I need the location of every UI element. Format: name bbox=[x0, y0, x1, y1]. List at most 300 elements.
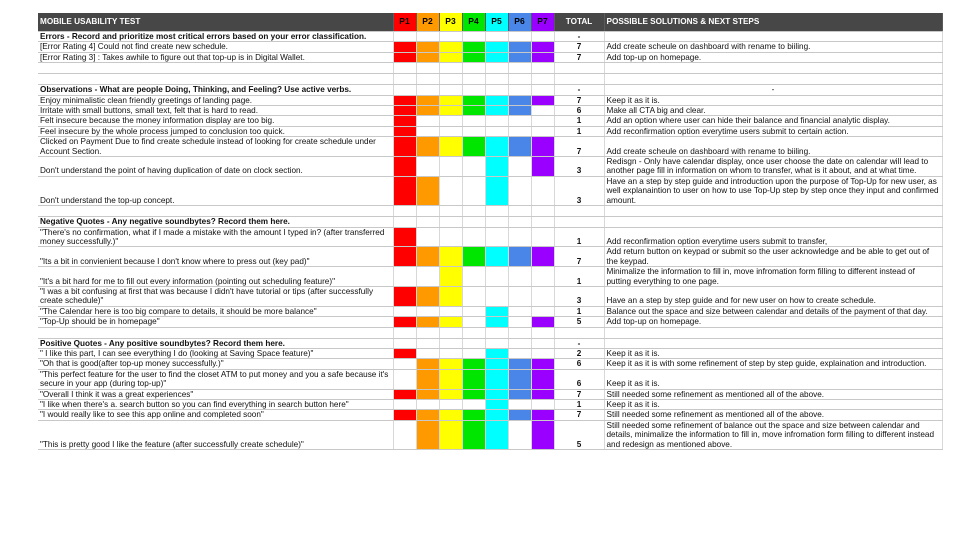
observation-cell: "Oh that is good(after top-up money successfully.)" bbox=[38, 359, 393, 369]
participant-mark-p4 bbox=[462, 157, 485, 177]
participant-mark-p1 bbox=[393, 286, 416, 306]
empty-cell bbox=[531, 327, 554, 338]
participant-mark-p3 bbox=[439, 32, 462, 42]
observation-cell: Felt insecure because the money information display are too big. bbox=[38, 116, 393, 126]
participant-mark-p5 bbox=[485, 217, 508, 227]
participant-mark-p5 bbox=[485, 410, 508, 420]
section-row bbox=[38, 85, 942, 95]
table-row bbox=[38, 420, 942, 449]
solution-cell: Add create scheule on dashboard with rename to biiling. bbox=[604, 137, 942, 157]
participant-mark-p2 bbox=[416, 52, 439, 62]
empty-cell bbox=[462, 327, 485, 338]
participant-mark-p2 bbox=[416, 400, 439, 410]
participant-mark-p7 bbox=[531, 369, 554, 389]
participant-mark-p1 bbox=[393, 410, 416, 420]
participant-mark-p5 bbox=[485, 359, 508, 369]
participant-mark-p3 bbox=[439, 359, 462, 369]
participant-mark-p3 bbox=[439, 247, 462, 267]
participant-mark-p4 bbox=[462, 420, 485, 449]
participant-mark-p5 bbox=[485, 389, 508, 399]
total-cell: 2 bbox=[554, 348, 604, 358]
empty-cell bbox=[554, 327, 604, 338]
participant-mark-p1 bbox=[393, 32, 416, 42]
table-row bbox=[38, 42, 942, 52]
participant-mark-p1 bbox=[393, 137, 416, 157]
empty-cell bbox=[604, 327, 942, 338]
participant-mark-p7 bbox=[531, 227, 554, 247]
participant-mark-p3 bbox=[439, 85, 462, 95]
empty-cell bbox=[38, 206, 393, 217]
empty-cell bbox=[393, 74, 416, 85]
empty-cell bbox=[508, 206, 531, 217]
observation-cell: "This is pretty good I like the feature (after successfully create schedule)" bbox=[38, 420, 393, 449]
participant-mark-p7 bbox=[531, 95, 554, 105]
participant-mark-p6 bbox=[508, 32, 531, 42]
total-cell: 7 bbox=[554, 42, 604, 52]
solution-cell: Redisgn - Only have calendar display, once user choose the date on calendar will lead to another page fill in information on whom to transfer, what is it about, and at what time. bbox=[604, 157, 942, 177]
participant-mark-p1 bbox=[393, 359, 416, 369]
solution-cell: Keep it as it is. bbox=[604, 400, 942, 410]
participant-mark-p2 bbox=[416, 348, 439, 358]
header-row bbox=[38, 13, 942, 32]
solution-cell: Add create scheule on dashboard with rename to biiling. bbox=[604, 42, 942, 52]
blank-row bbox=[38, 74, 942, 85]
total-cell: - bbox=[554, 85, 604, 95]
participant-mark-p3 bbox=[439, 420, 462, 449]
table-row bbox=[38, 369, 942, 389]
participant-mark-p7 bbox=[531, 85, 554, 95]
participant-mark-p3 bbox=[439, 306, 462, 316]
participant-mark-p1 bbox=[393, 348, 416, 358]
total-cell: 5 bbox=[554, 317, 604, 327]
participant-mark-p2 bbox=[416, 176, 439, 205]
sheet-title: MOBILE USABILITY TEST bbox=[38, 13, 393, 32]
solutions-header: POSSIBLE SOLUTIONS & NEXT STEPS bbox=[604, 13, 942, 32]
participant-mark-p3 bbox=[439, 52, 462, 62]
section-row bbox=[38, 32, 942, 42]
table-row bbox=[38, 400, 942, 410]
participant-mark-p6 bbox=[508, 338, 531, 348]
participant-mark-p3 bbox=[439, 267, 462, 287]
participant-mark-p6 bbox=[508, 217, 531, 227]
solution-cell: - bbox=[604, 85, 942, 95]
participant-mark-p7 bbox=[531, 286, 554, 306]
empty-cell bbox=[604, 74, 942, 85]
total-cell: 3 bbox=[554, 286, 604, 306]
participant-mark-p2 bbox=[416, 306, 439, 316]
table-row bbox=[38, 286, 942, 306]
observation-cell: "There's no confirmation, what if I made a mistake with the amount I typed in? (after transferred money successfully.)" bbox=[38, 227, 393, 247]
participant-mark-p1 bbox=[393, 85, 416, 95]
participant-mark-p3 bbox=[439, 116, 462, 126]
participant-mark-p4 bbox=[462, 217, 485, 227]
empty-cell bbox=[393, 327, 416, 338]
participant-mark-p6 bbox=[508, 306, 531, 316]
empty-cell bbox=[416, 74, 439, 85]
section-title: Observations - What are people Doing, Thinking, and Feeling? Use active verbs. bbox=[38, 85, 393, 95]
participant-mark-p4 bbox=[462, 338, 485, 348]
participant-mark-p4 bbox=[462, 137, 485, 157]
participant-mark-p2 bbox=[416, 32, 439, 42]
section-title: Negative Quotes - Any negative soundbytes? Record them here. bbox=[38, 217, 393, 227]
participant-mark-p5 bbox=[485, 42, 508, 52]
participant-mark-p2 bbox=[416, 227, 439, 247]
observation-cell: Clicked on Payment Due to find create schedule instead of looking for create schedule under Account Section. bbox=[38, 137, 393, 157]
table-row bbox=[38, 317, 942, 327]
participant-header: P2 bbox=[416, 13, 439, 32]
solution-cell: Make all CTA big and clear. bbox=[604, 106, 942, 116]
participant-mark-p7 bbox=[531, 359, 554, 369]
empty-cell bbox=[416, 63, 439, 74]
participant-mark-p4 bbox=[462, 42, 485, 52]
empty-cell bbox=[485, 74, 508, 85]
solution-cell bbox=[604, 32, 942, 42]
participant-mark-p1 bbox=[393, 338, 416, 348]
participant-mark-p3 bbox=[439, 217, 462, 227]
empty-cell bbox=[38, 327, 393, 338]
observation-cell: "Top-Up should be in homepage" bbox=[38, 317, 393, 327]
table-row bbox=[38, 306, 942, 316]
table-row bbox=[38, 267, 942, 287]
total-cell bbox=[554, 217, 604, 227]
participant-mark-p2 bbox=[416, 217, 439, 227]
table-row bbox=[38, 52, 942, 62]
participant-mark-p4 bbox=[462, 389, 485, 399]
empty-cell bbox=[462, 63, 485, 74]
participant-mark-p3 bbox=[439, 126, 462, 136]
participant-mark-p7 bbox=[531, 338, 554, 348]
table-row bbox=[38, 410, 942, 420]
solution-cell: Still needed some refinement as mentioned all of the above. bbox=[604, 410, 942, 420]
solution-cell: Still needed some refinement as mentioned all of the above. bbox=[604, 389, 942, 399]
participant-mark-p2 bbox=[416, 286, 439, 306]
blank-row bbox=[38, 63, 942, 74]
participant-mark-p6 bbox=[508, 247, 531, 267]
empty-cell bbox=[393, 206, 416, 217]
empty-cell bbox=[38, 74, 393, 85]
total-cell: 1 bbox=[554, 306, 604, 316]
participant-mark-p1 bbox=[393, 420, 416, 449]
table-row bbox=[38, 247, 942, 267]
participant-header: P6 bbox=[508, 13, 531, 32]
observation-cell: [Error Rating 3] : Takes awhile to figure out that top-up is in Digital Wallet. bbox=[38, 52, 393, 62]
participant-mark-p1 bbox=[393, 267, 416, 287]
participant-mark-p1 bbox=[393, 317, 416, 327]
total-cell: 1 bbox=[554, 116, 604, 126]
participant-mark-p3 bbox=[439, 389, 462, 399]
participant-mark-p3 bbox=[439, 106, 462, 116]
empty-cell bbox=[462, 74, 485, 85]
blank-row bbox=[38, 327, 942, 338]
section-title: Positive Quotes - Any positive soundbytes? Record them here. bbox=[38, 338, 393, 348]
participant-mark-p5 bbox=[485, 157, 508, 177]
participant-mark-p1 bbox=[393, 42, 416, 52]
participant-mark-p2 bbox=[416, 338, 439, 348]
participant-mark-p5 bbox=[485, 420, 508, 449]
empty-cell bbox=[554, 63, 604, 74]
participant-mark-p6 bbox=[508, 369, 531, 389]
empty-cell bbox=[554, 74, 604, 85]
participant-mark-p1 bbox=[393, 116, 416, 126]
participant-mark-p2 bbox=[416, 317, 439, 327]
table-row bbox=[38, 176, 942, 205]
participant-mark-p1 bbox=[393, 400, 416, 410]
participant-mark-p6 bbox=[508, 52, 531, 62]
participant-mark-p1 bbox=[393, 176, 416, 205]
participant-mark-p6 bbox=[508, 42, 531, 52]
solution-cell: Add return button on keypad or submit so the user acknowledge and be able to get out of the keypad. bbox=[604, 247, 942, 267]
participant-mark-p4 bbox=[462, 85, 485, 95]
participant-mark-p3 bbox=[439, 227, 462, 247]
empty-cell bbox=[554, 206, 604, 217]
participant-mark-p6 bbox=[508, 359, 531, 369]
participant-mark-p4 bbox=[462, 410, 485, 420]
participant-mark-p5 bbox=[485, 348, 508, 358]
participant-mark-p7 bbox=[531, 32, 554, 42]
solution-cell: Keep it as it is. bbox=[604, 95, 942, 105]
participant-mark-p4 bbox=[462, 306, 485, 316]
section-row bbox=[38, 217, 942, 227]
participant-mark-p5 bbox=[485, 85, 508, 95]
solution-cell: Keep it as it is. bbox=[604, 348, 942, 358]
participant-mark-p6 bbox=[508, 400, 531, 410]
participant-mark-p5 bbox=[485, 52, 508, 62]
section-title: Errors - Record and prioritize most critical errors based on your error classification. bbox=[38, 32, 393, 42]
total-cell: 3 bbox=[554, 157, 604, 177]
participant-mark-p3 bbox=[439, 137, 462, 157]
total-cell: - bbox=[554, 32, 604, 42]
participant-mark-p7 bbox=[531, 410, 554, 420]
blank-row bbox=[38, 206, 942, 217]
participant-mark-p2 bbox=[416, 267, 439, 287]
observation-cell: [Error Rating 4] Could not find create new schedule. bbox=[38, 42, 393, 52]
participant-mark-p6 bbox=[508, 157, 531, 177]
solution-cell: Have an a step by step guide and for new user on how to create schedule. bbox=[604, 286, 942, 306]
total-cell: 1 bbox=[554, 126, 604, 136]
participant-mark-p3 bbox=[439, 317, 462, 327]
participant-mark-p6 bbox=[508, 116, 531, 126]
participant-mark-p3 bbox=[439, 348, 462, 358]
observation-cell: Don't understand the point of having duplication of date on clock section. bbox=[38, 157, 393, 177]
participant-mark-p7 bbox=[531, 176, 554, 205]
participant-mark-p1 bbox=[393, 389, 416, 399]
participant-mark-p5 bbox=[485, 267, 508, 287]
participant-mark-p5 bbox=[485, 227, 508, 247]
participant-mark-p1 bbox=[393, 369, 416, 389]
total-cell: 3 bbox=[554, 176, 604, 205]
participant-mark-p7 bbox=[531, 126, 554, 136]
participant-mark-p5 bbox=[485, 176, 508, 205]
participant-mark-p3 bbox=[439, 369, 462, 389]
empty-cell bbox=[462, 206, 485, 217]
empty-cell bbox=[439, 206, 462, 217]
participant-mark-p6 bbox=[508, 389, 531, 399]
observation-cell: "I would really like to see this app online and completed soon" bbox=[38, 410, 393, 420]
solution-cell: Add top-up on homepage. bbox=[604, 317, 942, 327]
participant-mark-p6 bbox=[508, 176, 531, 205]
observation-cell: "Overall I think it was a great experiences" bbox=[38, 389, 393, 399]
participant-mark-p7 bbox=[531, 157, 554, 177]
participant-mark-p6 bbox=[508, 85, 531, 95]
participant-mark-p7 bbox=[531, 420, 554, 449]
table-row bbox=[38, 95, 942, 105]
participant-mark-p2 bbox=[416, 247, 439, 267]
empty-cell bbox=[508, 74, 531, 85]
participant-mark-p2 bbox=[416, 369, 439, 389]
participant-mark-p7 bbox=[531, 247, 554, 267]
participant-mark-p4 bbox=[462, 52, 485, 62]
participant-mark-p6 bbox=[508, 267, 531, 287]
observation-cell: Feel insecure by the whole process jumped to conclusion too quick. bbox=[38, 126, 393, 136]
participant-mark-p4 bbox=[462, 116, 485, 126]
observation-cell: "I like when there's a. search button so you can find everything in search button here" bbox=[38, 400, 393, 410]
participant-header: P7 bbox=[531, 13, 554, 32]
participant-mark-p4 bbox=[462, 369, 485, 389]
participant-mark-p6 bbox=[508, 420, 531, 449]
observation-cell: "The Calendar here is too big compare to details, it should be more balance" bbox=[38, 306, 393, 316]
empty-cell bbox=[604, 63, 942, 74]
participant-mark-p1 bbox=[393, 247, 416, 267]
empty-cell bbox=[508, 327, 531, 338]
participant-mark-p5 bbox=[485, 32, 508, 42]
participant-mark-p3 bbox=[439, 42, 462, 52]
participant-mark-p2 bbox=[416, 389, 439, 399]
total-cell: 6 bbox=[554, 359, 604, 369]
empty-cell bbox=[38, 63, 393, 74]
solution-cell: Keep it as it is with some refinement of step by step guide, explaination and introduction. bbox=[604, 359, 942, 369]
total-cell: 1 bbox=[554, 227, 604, 247]
total-cell: 1 bbox=[554, 267, 604, 287]
participant-mark-p7 bbox=[531, 137, 554, 157]
participant-mark-p2 bbox=[416, 85, 439, 95]
solution-cell: Add top-up on homepage. bbox=[604, 52, 942, 62]
solution-cell: Balance out the space and size between calendar and details of the payment of that day. bbox=[604, 306, 942, 316]
total-cell: 7 bbox=[554, 410, 604, 420]
participant-mark-p6 bbox=[508, 126, 531, 136]
participant-mark-p2 bbox=[416, 157, 439, 177]
observation-cell: Enjoy minimalistic clean friendly greetings of landing page. bbox=[38, 95, 393, 105]
participant-mark-p4 bbox=[462, 126, 485, 136]
participant-mark-p6 bbox=[508, 227, 531, 247]
participant-mark-p1 bbox=[393, 217, 416, 227]
participant-mark-p7 bbox=[531, 217, 554, 227]
participant-mark-p4 bbox=[462, 95, 485, 105]
solution-cell: Minimalize the information to fill in, move infromation form filling to different instead of putting everything to one page. bbox=[604, 267, 942, 287]
participant-mark-p1 bbox=[393, 52, 416, 62]
participant-header: P5 bbox=[485, 13, 508, 32]
participant-mark-p7 bbox=[531, 267, 554, 287]
solution-cell: Add an option where user can hide their balance and financial analytic display. bbox=[604, 116, 942, 126]
table-row bbox=[38, 137, 942, 157]
participant-mark-p4 bbox=[462, 267, 485, 287]
participant-mark-p5 bbox=[485, 95, 508, 105]
participant-mark-p1 bbox=[393, 126, 416, 136]
participant-mark-p3 bbox=[439, 338, 462, 348]
solution-cell bbox=[604, 217, 942, 227]
participant-mark-p5 bbox=[485, 317, 508, 327]
participant-mark-p6 bbox=[508, 106, 531, 116]
participant-mark-p7 bbox=[531, 317, 554, 327]
empty-cell bbox=[531, 74, 554, 85]
participant-mark-p7 bbox=[531, 348, 554, 358]
participant-mark-p5 bbox=[485, 247, 508, 267]
participant-mark-p7 bbox=[531, 106, 554, 116]
table-row bbox=[38, 359, 942, 369]
total-cell: 6 bbox=[554, 369, 604, 389]
participant-mark-p4 bbox=[462, 227, 485, 247]
participant-mark-p6 bbox=[508, 410, 531, 420]
empty-cell bbox=[531, 206, 554, 217]
empty-cell bbox=[508, 63, 531, 74]
participant-mark-p6 bbox=[508, 317, 531, 327]
participant-mark-p4 bbox=[462, 359, 485, 369]
solution-cell: Add reconfirmation option everytime users submit to transfer, bbox=[604, 227, 942, 247]
table-row bbox=[38, 348, 942, 358]
participant-mark-p2 bbox=[416, 410, 439, 420]
participant-mark-p5 bbox=[485, 306, 508, 316]
participant-mark-p2 bbox=[416, 420, 439, 449]
participant-mark-p3 bbox=[439, 95, 462, 105]
participant-mark-p2 bbox=[416, 116, 439, 126]
participant-mark-p2 bbox=[416, 359, 439, 369]
total-cell: 7 bbox=[554, 52, 604, 62]
participant-mark-p7 bbox=[531, 52, 554, 62]
participant-mark-p6 bbox=[508, 348, 531, 358]
observation-cell: Irritate with small buttons, small text, felt that is hard to read. bbox=[38, 106, 393, 116]
empty-cell bbox=[416, 206, 439, 217]
total-cell: 7 bbox=[554, 95, 604, 105]
total-cell: 6 bbox=[554, 106, 604, 116]
participant-mark-p7 bbox=[531, 400, 554, 410]
total-cell: 7 bbox=[554, 389, 604, 399]
participant-mark-p1 bbox=[393, 157, 416, 177]
total-cell: 1 bbox=[554, 400, 604, 410]
participant-mark-p3 bbox=[439, 286, 462, 306]
total-header: TOTAL bbox=[554, 13, 604, 32]
empty-cell bbox=[485, 327, 508, 338]
participant-mark-p5 bbox=[485, 400, 508, 410]
participant-mark-p5 bbox=[485, 369, 508, 389]
participant-mark-p2 bbox=[416, 137, 439, 157]
total-cell: 7 bbox=[554, 137, 604, 157]
observation-cell: " I like this part, I can see everything I do (looking at Saving Space feature)" bbox=[38, 348, 393, 358]
table-row bbox=[38, 157, 942, 177]
participant-mark-p5 bbox=[485, 338, 508, 348]
participant-mark-p3 bbox=[439, 157, 462, 177]
participant-mark-p2 bbox=[416, 95, 439, 105]
empty-cell bbox=[439, 327, 462, 338]
empty-cell bbox=[531, 63, 554, 74]
participant-mark-p5 bbox=[485, 106, 508, 116]
table-row bbox=[38, 126, 942, 136]
participant-mark-p2 bbox=[416, 42, 439, 52]
observation-cell: "Its a bit in convienient because I don't know where to press out (key pad)" bbox=[38, 247, 393, 267]
empty-cell bbox=[439, 74, 462, 85]
participant-mark-p6 bbox=[508, 95, 531, 105]
participant-mark-p7 bbox=[531, 306, 554, 316]
participant-mark-p5 bbox=[485, 126, 508, 136]
empty-cell bbox=[439, 63, 462, 74]
table-row bbox=[38, 227, 942, 247]
participant-mark-p3 bbox=[439, 176, 462, 205]
table-row bbox=[38, 389, 942, 399]
participant-mark-p5 bbox=[485, 137, 508, 157]
participant-mark-p4 bbox=[462, 176, 485, 205]
participant-header: P4 bbox=[462, 13, 485, 32]
participant-mark-p5 bbox=[485, 286, 508, 306]
table-body bbox=[38, 32, 942, 450]
participant-mark-p3 bbox=[439, 410, 462, 420]
